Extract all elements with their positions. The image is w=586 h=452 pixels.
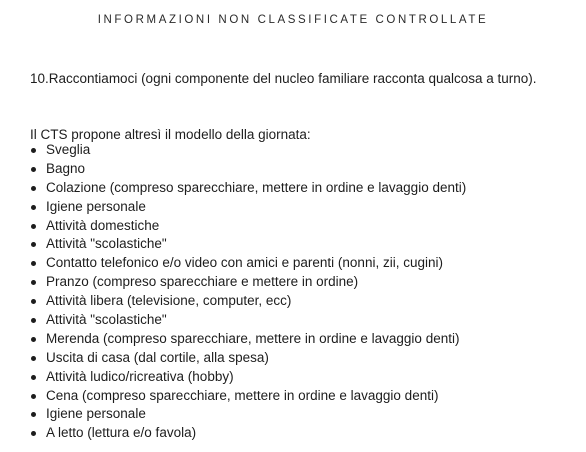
list-item <box>30 424 466 443</box>
list-item-text: Sveglia <box>46 142 91 157</box>
list-item-text: Igiene personale <box>46 406 146 422</box>
list-item <box>30 217 466 236</box>
list-item-text: Attività domestiche <box>46 217 160 233</box>
list-item-text: Attività "scolastiche" <box>46 312 167 328</box>
item-text: Raccontiamoci (ogni componente del nucleo familiare racconta qualcosa a turno). <box>48 71 537 86</box>
numbered-item-10 <box>30 69 550 88</box>
bullet-icon <box>31 337 36 342</box>
daily-schedule-list <box>30 141 466 443</box>
list-item-text: Contatto telefonico e/o video con amici e parenti (nonni, zii, cugini) <box>46 255 443 271</box>
bullet-icon <box>31 356 36 361</box>
list-item <box>30 387 466 406</box>
list-item-text: Colazione (compreso sparecchiare, mettere in ordine e lavaggio denti) <box>46 179 467 195</box>
bullet-icon <box>31 394 36 399</box>
list-item <box>30 273 466 292</box>
list-item-text: Attività ludico/ricreativa (hobby) <box>46 368 234 384</box>
list-item <box>30 349 466 368</box>
bullet-icon <box>31 299 36 304</box>
list-item-text: Pranzo (compreso sparecchiare e mettere in ordine) <box>46 274 359 290</box>
list-item <box>30 179 466 198</box>
bullet-icon <box>31 167 36 172</box>
bullet-icon <box>31 280 36 285</box>
classification-header: INFORMAZIONI NON CLASSIFICATE CONTROLLATE <box>97 14 489 26</box>
list-item-text: Igiene personale <box>46 198 146 214</box>
bullet-icon <box>31 412 36 417</box>
list-item-text: Attività "scolastiche" <box>46 236 167 252</box>
list-item <box>30 330 466 349</box>
list-item <box>30 368 466 387</box>
list-item-text: Merenda (compreso sparecchiare, mettere in ordine e lavaggio denti) <box>46 330 460 346</box>
list-item <box>30 160 466 179</box>
list-item <box>30 405 466 424</box>
list-item-text: Uscita di casa (dal cortile, alla spesa) <box>46 349 269 365</box>
list-item <box>30 311 466 330</box>
bullet-icon <box>31 242 36 247</box>
list-item-text: A letto (lettura e/o favola) <box>46 425 197 441</box>
list-item-text: Cena (compreso sparecchiare, mettere in ordine e lavaggio denti) <box>46 387 439 403</box>
list-item <box>30 198 466 217</box>
bullet-icon <box>31 224 36 229</box>
bullet-icon <box>31 375 36 380</box>
bullet-icon <box>31 186 36 191</box>
schedule-intro: Il CTS propone altresì il modello della giornata: <box>30 127 311 142</box>
list-item <box>30 235 466 254</box>
item-number: 10. <box>30 71 49 86</box>
list-item-text: Attività libera (televisione, computer, ecc) <box>46 293 292 309</box>
bullet-icon <box>31 431 36 436</box>
list-item-text: Bagno <box>46 160 86 176</box>
list-item <box>30 292 466 311</box>
list-item <box>30 254 466 273</box>
bullet-icon <box>31 318 36 323</box>
bullet-icon <box>31 205 36 210</box>
list-item <box>30 141 466 160</box>
bullet-icon <box>31 261 36 266</box>
bullet-icon <box>31 148 36 153</box>
